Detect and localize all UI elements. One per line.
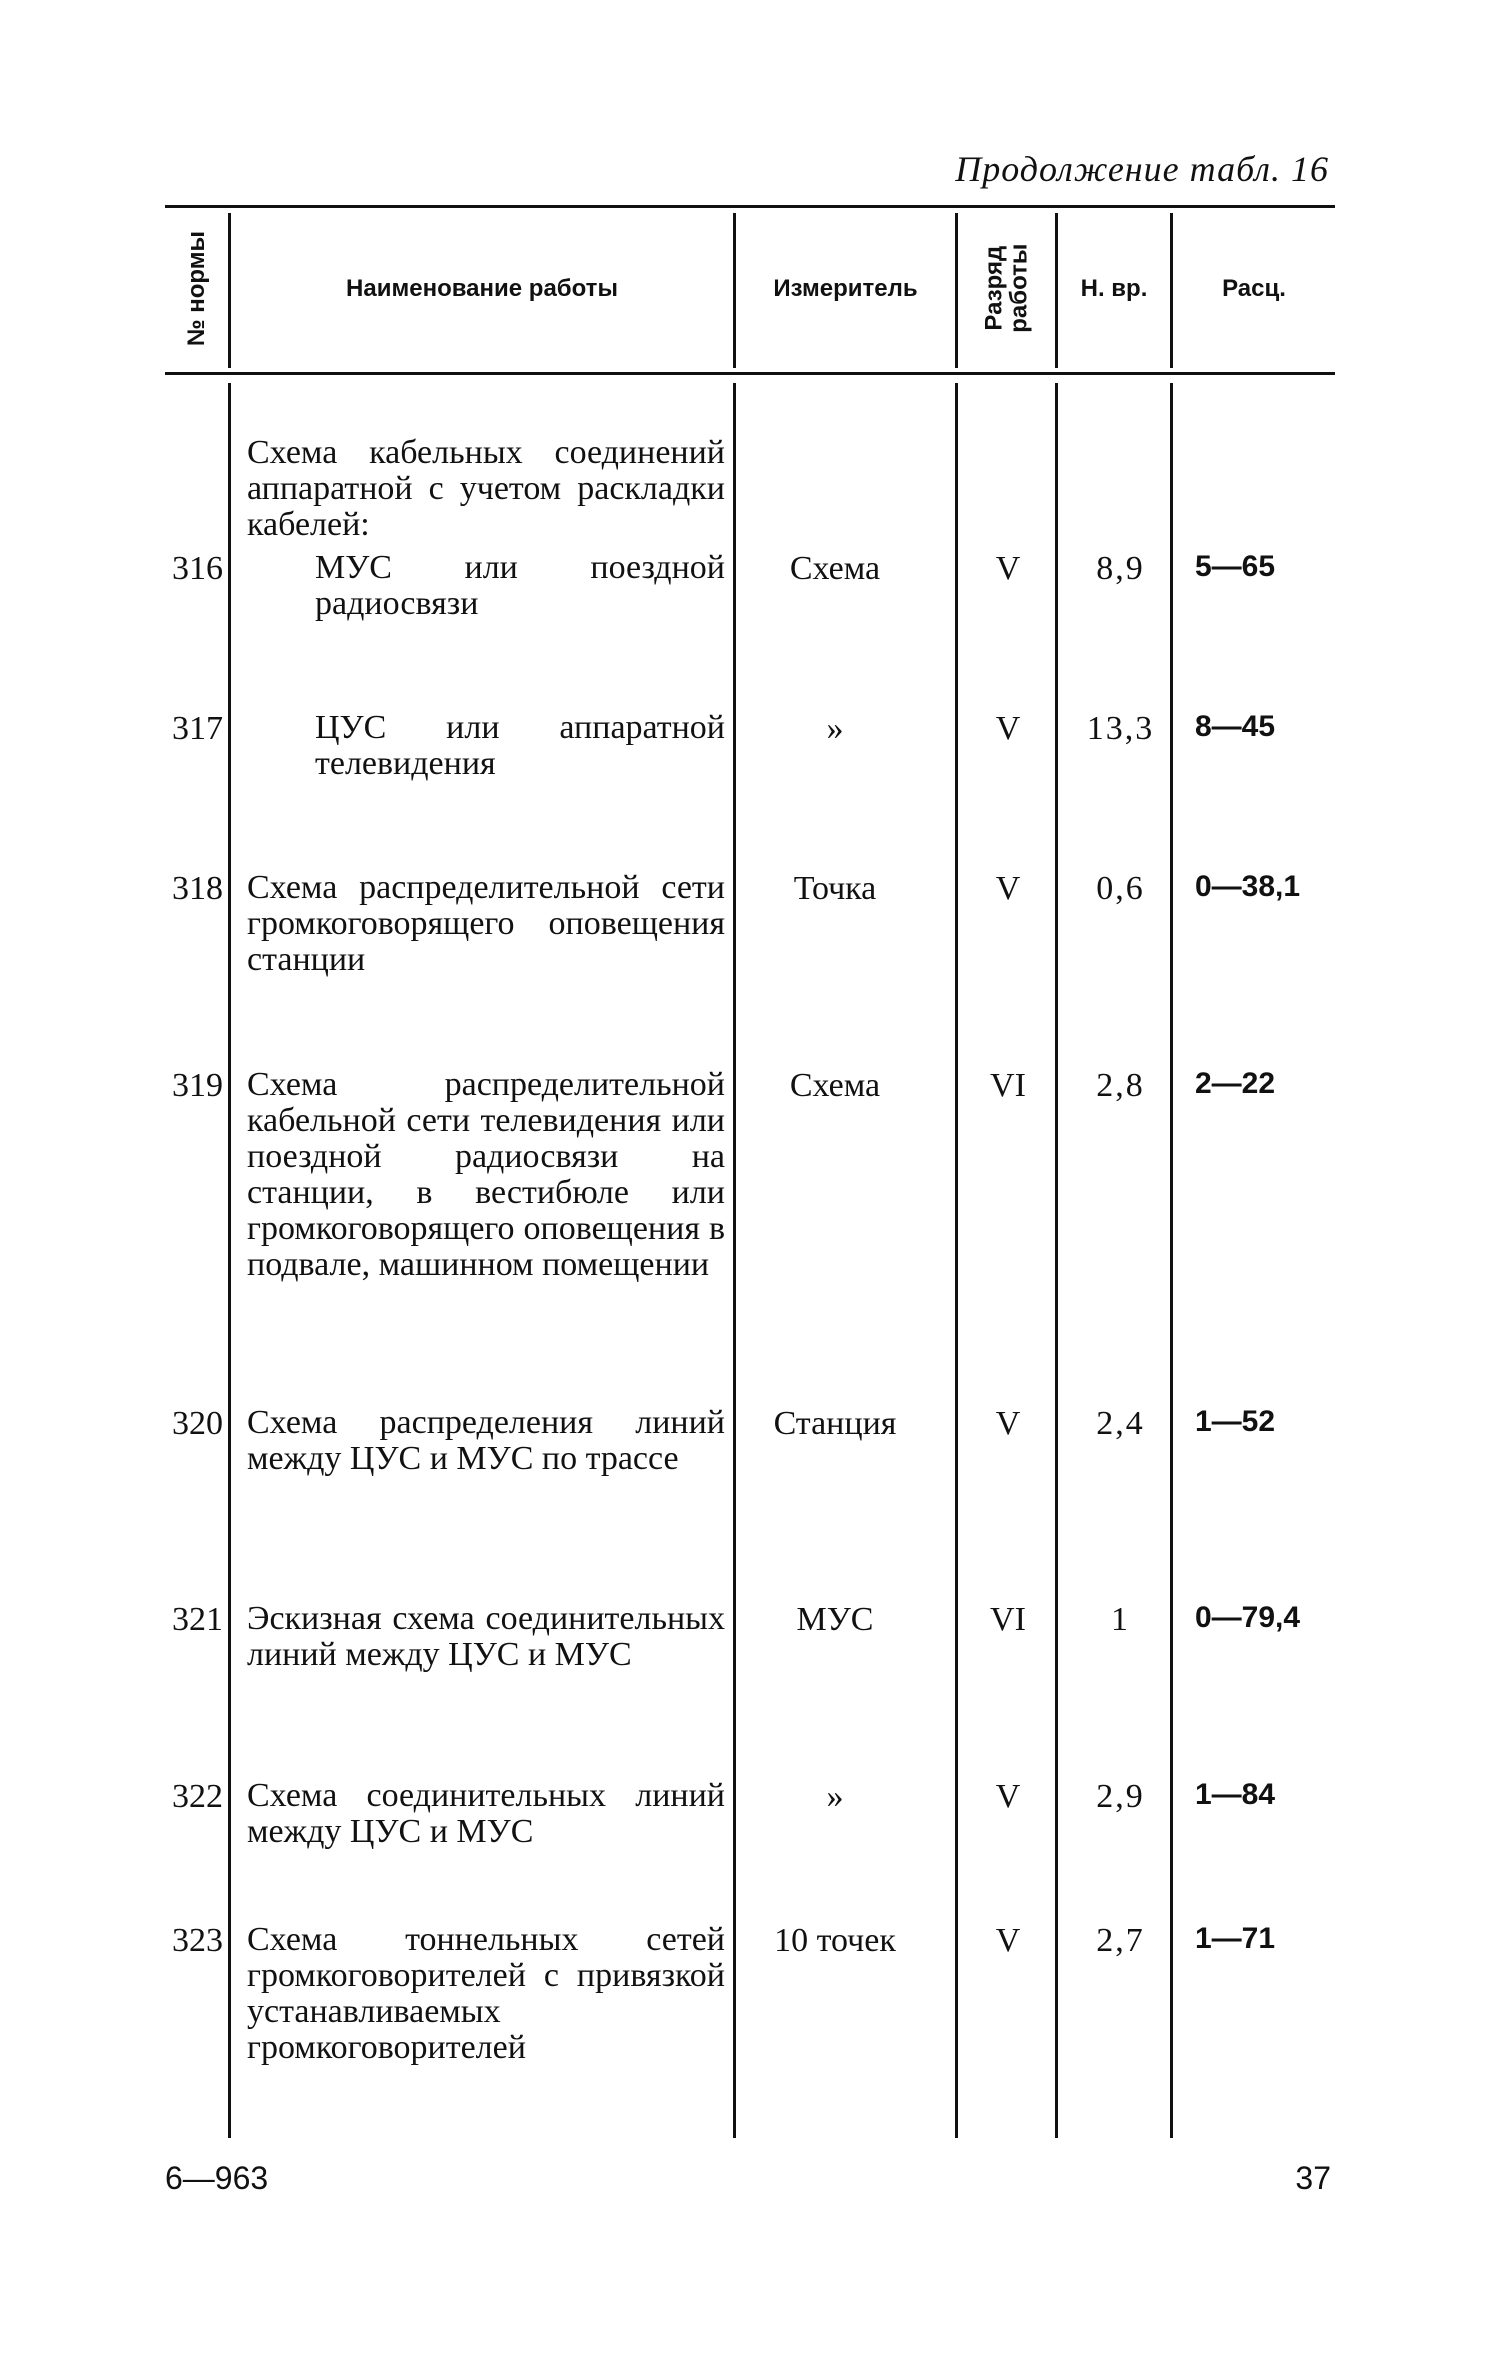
header-time <box>1058 205 1170 372</box>
header-norm-no <box>165 205 228 372</box>
grade: V <box>995 1922 1021 1959</box>
grade: VI <box>990 1067 1026 1104</box>
norm-number: 321 <box>172 1601 223 1638</box>
work-name: Схема распределения линий между ЦУС и МУС по трассе <box>247 1404 725 1477</box>
column-divider <box>228 383 231 2138</box>
unit: » <box>826 710 844 747</box>
time-norm: 2,9 <box>1096 1778 1145 1815</box>
unit: МУС <box>796 1601 874 1638</box>
norms-table <box>165 205 1335 2140</box>
grade: VI <box>990 1601 1026 1638</box>
grade: V <box>995 1405 1021 1442</box>
header-norm-no-label: № нормы <box>182 230 210 347</box>
rate: 0—38,1 <box>1195 870 1301 903</box>
rate: 0—79,4 <box>1195 1601 1301 1634</box>
time-norm: 2,7 <box>1096 1922 1145 1959</box>
column-divider <box>955 383 958 2138</box>
work-name: Схема распределительной сети громкоговорящего оповещения станции <box>247 869 725 978</box>
header-unit-label: Измеритель <box>773 274 918 302</box>
norm-number: 317 <box>172 710 223 747</box>
unit: » <box>826 1778 844 1815</box>
time-norm: 13,3 <box>1086 710 1155 747</box>
group-heading: Схема кабельных соединений аппаратной с учетом раскладки кабелей: <box>247 434 725 543</box>
header-grade-label: Разряд работы <box>980 243 1033 334</box>
norm-number: 323 <box>172 1922 223 1959</box>
grade: V <box>995 550 1021 587</box>
grade: V <box>995 870 1021 907</box>
time-norm: 0,6 <box>1096 870 1145 907</box>
unit: Схема <box>789 550 881 587</box>
footer-code: 6—963 <box>165 2160 269 2196</box>
header-grade <box>958 205 1055 372</box>
norm-number: 319 <box>172 1067 223 1104</box>
table-header-rule <box>165 372 1335 375</box>
header-work-name <box>231 205 733 372</box>
rate: 1—71 <box>1195 1922 1276 1955</box>
work-name: Схема соединительных линий между ЦУС и МУС <box>247 1777 725 1850</box>
unit: 10 точек <box>774 1922 896 1959</box>
header-time-label: Н. вр. <box>1080 274 1148 302</box>
unit: Схема <box>789 1067 881 1104</box>
column-divider <box>1170 383 1173 2138</box>
header-work-name-label: Наименование работы <box>346 274 618 302</box>
rate: 2—22 <box>1195 1067 1276 1100</box>
time-norm: 2,8 <box>1096 1067 1145 1104</box>
work-name: Схема тоннельных сетей громкоговорителей с привязкой устанавливаемых громкоговорителей <box>247 1921 725 2066</box>
norm-number: 322 <box>172 1778 223 1815</box>
norm-number: 318 <box>172 870 223 907</box>
page-number: 37 <box>1295 2160 1331 2196</box>
unit: Станция <box>773 1405 897 1442</box>
grade: V <box>995 710 1021 747</box>
header-unit <box>736 205 955 372</box>
work-name: Схема распределительной кабельной сети телевидения или поездной радиосвязи на станции, в вестибюле или громкоговорящего оповещения в подвале, машинном помещении <box>247 1066 725 1283</box>
column-divider <box>1055 383 1058 2138</box>
rate: 1—52 <box>1195 1405 1276 1438</box>
unit: Точка <box>793 870 877 907</box>
rate: 1—84 <box>1195 1778 1276 1811</box>
header-rate-label: Расц. <box>1222 274 1286 302</box>
work-name: МУС или поездной радиосвязи <box>315 549 725 622</box>
work-name: Эскизная схема соединительных линий между ЦУС и МУС <box>247 1600 725 1673</box>
norm-number: 320 <box>172 1405 223 1442</box>
time-norm: 2,4 <box>1096 1405 1145 1442</box>
norm-number: 316 <box>172 550 223 587</box>
rate: 5—65 <box>1195 550 1276 583</box>
grade: V <box>995 1778 1021 1815</box>
header-rate <box>1173 205 1335 372</box>
time-norm: 8,9 <box>1096 550 1145 587</box>
column-divider <box>733 383 736 2138</box>
work-name: ЦУС или аппаратной телевидения <box>315 709 725 782</box>
rate: 8—45 <box>1195 710 1276 743</box>
table-caption: Продолжение табл. 16 <box>955 149 1329 189</box>
time-norm: 1 <box>1111 1601 1130 1638</box>
